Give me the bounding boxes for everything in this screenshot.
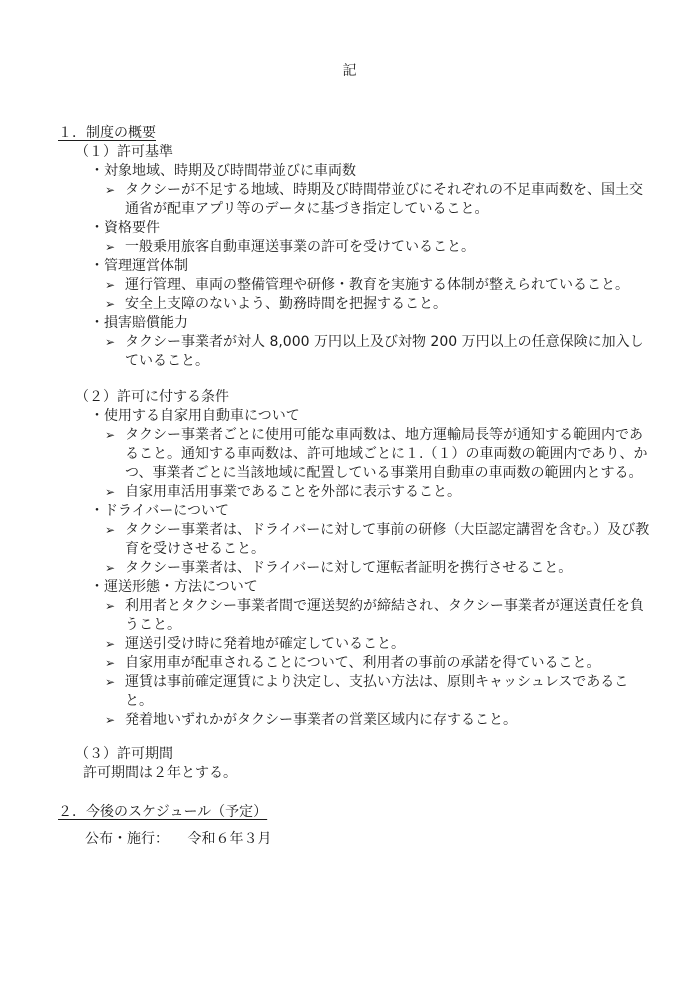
point-text: タクシー事業者ごとに使用可能な車両数は、地方運輸局長等が通知する範囲内であること。通知する車両数は、許可地域ごとに１.（１）の車両数の範囲内であり、かつ、事業者ごとに当該地域に配置している事業用自動車の車両数の範囲内とする。: [125, 427, 648, 481]
point-text: 発着地いずれかがタクシー事業者の営業区域内に存すること。: [125, 712, 517, 728]
point-transport-4: [105, 673, 652, 711]
point-transport-3: [105, 654, 652, 673]
arrow-bullet-icon: ➢: [105, 335, 116, 349]
point-text: 安全上支障のないよう、勤務時間を把握すること。: [125, 296, 447, 312]
point-text: タクシー事業者が対人 8,000 万円以上及び対物 200 万円以上の任意保険に加入していること。: [125, 334, 644, 369]
doc-title: 記: [342, 63, 358, 79]
point-text: タクシーが不足する地域、時期及び時間帯並びにそれぞれの不足車両数を、国土交通省が配車アプリ等のデータに基づき指定していること。: [125, 182, 643, 217]
arrow-bullet-icon: ➢: [105, 713, 116, 727]
point-driver-1: [105, 521, 652, 559]
group-management-label: ・管理運営体制: [90, 258, 188, 274]
arrow-bullet-icon: ➢: [105, 278, 116, 292]
point-transport-2: [105, 635, 652, 654]
point-qualification-1: [105, 238, 652, 257]
section-1-heading: １．制度の概要: [58, 125, 156, 141]
schedule-label: 公布・施行：: [85, 831, 169, 847]
doc-content: [58, 124, 652, 849]
arrow-bullet-icon: ➢: [105, 599, 116, 613]
point-management-2: [105, 295, 652, 314]
arrow-bullet-icon: ➢: [105, 183, 116, 197]
point-transport-1: [105, 597, 652, 635]
group-target-area-label: ・対象地域、時期及び時間帯並びに車両数: [90, 163, 356, 179]
arrow-bullet-icon: ➢: [105, 428, 116, 442]
point-text: 運送引受け時に発着地が確定していること。: [125, 636, 405, 652]
point-text: 運賃は事前確定運賃により決定し、支払い方法は、原則キャッシュレスであること。: [125, 674, 629, 709]
group-qualification-label: ・資格要件: [90, 220, 160, 236]
group-private-car-label: ・使用する自家用自動車について: [90, 408, 300, 424]
permit-period-text: 許可期間は２年とする。: [83, 765, 237, 781]
point-target-area-1: [105, 181, 652, 219]
point-management-1: [105, 276, 652, 295]
point-driver-2: [105, 559, 652, 578]
point-private-car-1: [105, 426, 652, 483]
point-text: 利用者とタクシー事業者間で運送契約が締結され、タクシー事業者が運送責任を負うこと。: [125, 598, 644, 633]
point-text: 運行管理、車両の整備管理や研修・教育を実施する体制が整えられていること。: [125, 277, 629, 293]
arrow-bullet-icon: ➢: [105, 297, 116, 311]
point-text: 一般乗用旅客自動車運送事業の許可を受けていること。: [125, 239, 475, 255]
group-driver-label: ・ドライバーについて: [90, 503, 230, 519]
group-transport-method-label: ・運送形態・方法について: [90, 579, 258, 595]
point-text: 自家用車が配車されることについて、利用者の事前の承諾を得ていること。: [125, 655, 601, 671]
arrow-bullet-icon: ➢: [105, 485, 116, 499]
point-liability-1: [105, 333, 652, 371]
point-private-car-2: [105, 483, 652, 502]
arrow-bullet-icon: ➢: [105, 523, 116, 537]
subsection-1-3-heading: （３）許可期間: [75, 746, 173, 762]
schedule-value: 令和６年３月: [187, 831, 272, 847]
schedule-line: [85, 830, 652, 849]
subsection-1-1-heading: （１）許可基準: [75, 144, 173, 160]
section-2-heading: ２．今後のスケジュール（予定）: [58, 804, 268, 820]
arrow-bullet-icon: ➢: [105, 656, 116, 670]
point-text: 自家用車活用事業であることを外部に表示すること。: [125, 484, 461, 500]
point-text: タクシー事業者は、ドライバーに対して事前の研修（大臣認定講習を含む。）及び教育を受けさせること。: [125, 522, 650, 557]
group-liability-label: ・損害賠償能力: [90, 315, 188, 331]
arrow-bullet-icon: ➢: [105, 637, 116, 651]
arrow-bullet-icon: ➢: [105, 561, 116, 575]
point-text: タクシー事業者は、ドライバーに対して運転者証明を携行させること。: [125, 560, 573, 576]
arrow-bullet-icon: ➢: [105, 240, 116, 254]
point-transport-5: [105, 711, 652, 730]
arrow-bullet-icon: ➢: [105, 675, 116, 689]
subsection-1-2-heading: （２）許可に付する条件: [75, 389, 229, 405]
